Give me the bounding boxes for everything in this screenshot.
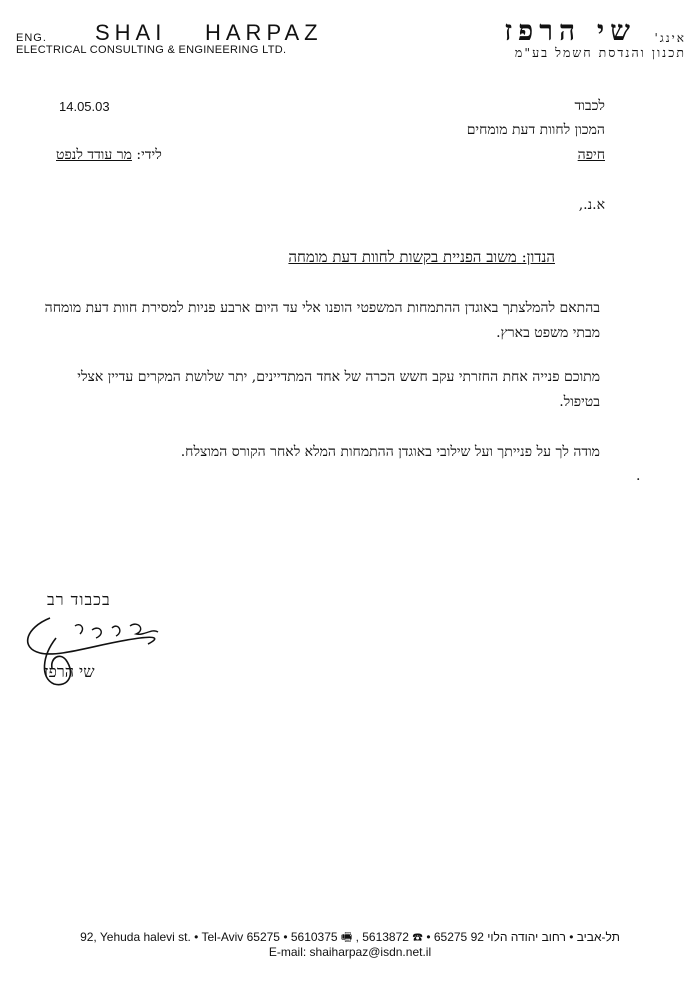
eng-label-he: אינג' <box>654 31 686 45</box>
closing: בכבוד רב <box>47 590 111 609</box>
recipient-honorific: לכבוד <box>574 98 605 114</box>
trailing-dot: . <box>636 468 641 484</box>
recipient-city: חיפה <box>577 147 605 163</box>
attention-line <box>56 147 162 164</box>
recipient-organization: המכון לחוות דעת מומחים <box>466 122 605 138</box>
body-paragraph-3: מודה לך על פנייתך ועל שילובי באוגדן ההתמחות המלא לאחר הקורס המוצלח. <box>180 444 600 460</box>
company-name-en: ELECTRICAL CONSULTING & ENGINEERING LTD. <box>16 44 287 56</box>
footer-address: 92, Yehuda halevi st. • Tel-Aviv 65275 • 5610375 🖷 , 5613872 ☎ • 65275 תל-אביב • רחוב יהודה הלוי 92 <box>80 930 620 944</box>
greeting: א.נ., <box>578 197 605 213</box>
name-he: שי הרפז <box>504 14 636 47</box>
eng-label: ENG. <box>16 32 47 44</box>
footer-email: E-mail: shaiharpaz@isdn.net.il <box>268 945 432 959</box>
subject-label: הנדון: <box>521 248 555 266</box>
company-name-he: תכנון והנדסת חשמל בע"מ <box>514 45 686 60</box>
subject-line <box>288 248 555 267</box>
first-name-en: SHAI <box>95 20 167 45</box>
attention-name: מר עודד לנפט <box>56 147 132 163</box>
subject-text: משוב הפניית בקשות לחוות דעת מומחה <box>288 248 517 266</box>
handwritten-signature <box>20 608 170 688</box>
letter-date: 14.05.03 <box>59 99 110 114</box>
attention-label: לידי: <box>136 147 162 163</box>
body-paragraph-2: מתוכם פנייה אחת החזרתי עקב חשש הכרה של אחד המתדיינים, יתר שלושת המקרים עדיין אצלי בטיפול. <box>77 369 600 410</box>
signature-name: שי הרפז <box>44 662 95 681</box>
body-paragraph-1: בהתאם להמלצתך באוגדן ההתמחות המשפטי הופנו אלי עד היום ארבע פניות למסירת חוות דעת מומחה מבתי משפט בארץ. <box>44 300 600 341</box>
last-name-en: HARPAZ <box>205 20 323 45</box>
